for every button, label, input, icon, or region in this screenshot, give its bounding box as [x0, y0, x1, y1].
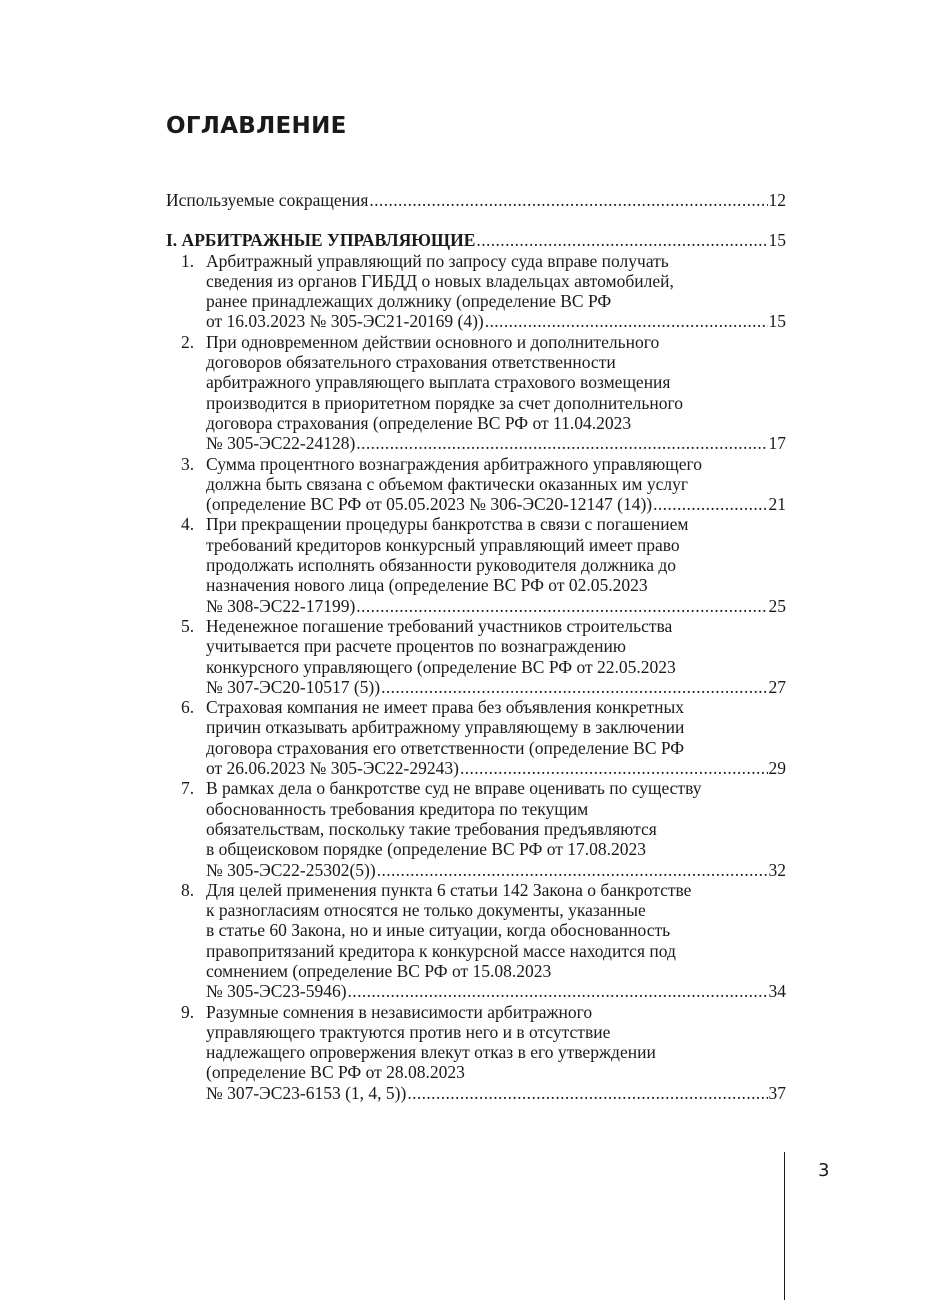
- toc-entry-number: 5.: [181, 615, 195, 636]
- toc-entry-text-line: требований кредиторов конкурсный управляющий имеет право: [206, 534, 680, 555]
- toc-entry-text-line: сомнением (определение ВС РФ от 15.08.2023: [206, 960, 552, 981]
- toc-entry-page: 32: [768, 859, 786, 880]
- dot-leader: [381, 677, 767, 697]
- toc-entry-number: 3.: [181, 453, 195, 474]
- toc-entry-page: 25: [768, 595, 786, 616]
- toc-entry-text-line: Сумма процентного вознаграждения арбитражного управляющего: [206, 453, 702, 474]
- toc-section-heading[interactable]: [166, 230, 786, 250]
- toc-entry-text-line: сведения из органов ГИБДД о новых владельцах автомобилей,: [206, 270, 674, 291]
- page-number: 3: [818, 1160, 830, 1181]
- toc-entry[interactable]: [166, 778, 786, 879]
- toc-entry-last-line: [206, 677, 786, 697]
- toc-entry-text-line: надлежащего опровержения влекут отказ в его утверждении: [206, 1042, 656, 1063]
- toc-entry[interactable]: [166, 880, 786, 1002]
- toc-entry-text-line: продолжать исполнять обязанности руководителя должника до: [206, 555, 676, 576]
- toc-entry[interactable]: [166, 514, 786, 615]
- toc-entry-text-line: ранее принадлежащих должнику (определение ВС РФ: [206, 291, 612, 312]
- dot-leader: [653, 494, 767, 514]
- toc-entry-citation: № 307-ЭС23-6153 (1, 4, 5)): [206, 1082, 407, 1103]
- toc-entry-last-line: [206, 758, 786, 778]
- toc-entry-page: 15: [768, 311, 786, 332]
- toc-entry-last-line: [206, 860, 786, 880]
- dot-leader: [377, 860, 768, 880]
- dot-leader: [476, 230, 767, 250]
- toc-entry-page: 21: [768, 494, 786, 515]
- toc-entry-last-line: [206, 596, 786, 616]
- toc-entry-text-line: конкурсного управляющего (определение ВС РФ от 22.05.2023: [206, 656, 676, 677]
- toc-entry-text-line: Для целей применения пункта 6 статьи 142 Закона о банкротстве: [206, 879, 692, 900]
- toc-entry-last-line: [206, 311, 786, 331]
- toc-row-label: Используемые сокращения: [166, 190, 369, 210]
- toc-entry-text-line: Разумные сомнения в независимости арбитражного: [206, 1001, 593, 1022]
- toc-entry-text-line: в статье 60 Закона, но и иные ситуации, когда обоснованность: [206, 920, 671, 941]
- toc-entry-text-line: управляющего трактуются против него и в отсутствие: [206, 1021, 611, 1042]
- toc-entry-text-line: При прекращении процедуры банкротства в связи с погашением: [206, 514, 689, 535]
- toc-entry-citation: № 305-ЭС22-24128): [206, 433, 356, 454]
- toc-entry-text-line: При одновременном действии основного и дополнительного: [206, 331, 660, 352]
- toc-entry-text-line: учитывается при расчете процентов по вознаграждению: [206, 636, 626, 657]
- toc-entry-number: 7.: [181, 778, 195, 799]
- toc-entry[interactable]: [166, 332, 786, 454]
- toc-entry-last-line: [206, 1083, 786, 1103]
- toc-entry-last-line: [206, 981, 786, 1001]
- dot-leader: [460, 758, 768, 778]
- toc-entry-page: 17: [768, 433, 786, 454]
- dot-leader: [356, 596, 767, 616]
- toc-entry-text-line: в общеисковом порядке (определение ВС РФ от 17.08.2023: [206, 839, 646, 860]
- dot-leader: [356, 433, 767, 453]
- toc-entry-page: 27: [768, 676, 786, 697]
- toc-entry-text-line: Арбитражный управляющий по запросу суда вправе получать: [206, 250, 669, 271]
- toc-entry-number: 1.: [181, 250, 195, 271]
- toc-entry[interactable]: [166, 251, 786, 332]
- toc-entry-citation: № 308-ЭС22-17199): [206, 595, 356, 616]
- toc-entry-text-line: назначения нового лица (определение ВС РФ от 02.05.2023: [206, 575, 648, 596]
- toc-entry-text-line: договоров обязательного страхования ответственности: [206, 352, 616, 373]
- dot-leader: [485, 311, 768, 331]
- page-title: ОГЛАВЛЕНИЕ: [166, 113, 347, 139]
- toc-entry-text-line: обоснованность требования кредитора по текущим: [206, 798, 589, 819]
- toc-row-abbreviations[interactable]: [166, 190, 786, 210]
- toc-entry[interactable]: [166, 697, 786, 778]
- toc-entry-last-line: [206, 494, 786, 514]
- toc-entry-number: 4.: [181, 514, 195, 535]
- toc-entry-page: 34: [768, 981, 786, 1002]
- section-page: 15: [768, 230, 786, 251]
- toc-entry-citation: № 305-ЭС23-5946): [206, 981, 347, 1002]
- table-of-contents: [166, 190, 786, 1103]
- toc-entry[interactable]: [166, 616, 786, 697]
- toc-entry-citation: от 16.03.2023 № 305-ЭС21-20169 (4)): [206, 311, 484, 332]
- toc-entry-text-line: Неденежное погашение требований участников строительства: [206, 615, 673, 636]
- dot-leader: [348, 981, 768, 1001]
- toc-entry[interactable]: [166, 1002, 786, 1103]
- toc-entry-text-line: правопритязаний кредитора к конкурсной массе находится под: [206, 940, 676, 961]
- toc-entry-citation: от 26.06.2023 № 305-ЭС22-29243): [206, 758, 459, 779]
- toc-entry-text-line: В рамках дела о банкротстве суд не вправе оценивать по существу: [206, 778, 702, 799]
- toc-entry-text-line: причин отказывать арбитражному управляющему в заключении: [206, 717, 685, 738]
- toc-entry-text-line: договора страхования (определение ВС РФ от 11.04.2023: [206, 412, 632, 433]
- toc-row-page: 12: [768, 190, 786, 210]
- toc-entry-number: 9.: [181, 1001, 195, 1022]
- toc-entry-number: 8.: [181, 879, 195, 900]
- section-label: I. АРБИТРАЖНЫЕ УПРАВЛЯЮЩИЕ: [166, 230, 476, 251]
- toc-entry-page: 29: [768, 758, 786, 779]
- toc-entry-text-line: договора страхования его ответственности (определение ВС РФ: [206, 737, 685, 758]
- page-margin-rule: [784, 1152, 785, 1300]
- toc-entry-number: 2.: [181, 331, 195, 352]
- toc-entry-page: 37: [768, 1082, 786, 1103]
- toc-entry-text-line: должна быть связана с объемом фактически оказанных им услуг: [206, 473, 689, 494]
- toc-entry-citation: № 307-ЭС20-10517 (5)): [206, 676, 381, 697]
- toc-entry-text-line: к разногласиям относятся не только документы, указанные: [206, 900, 646, 921]
- toc-entry[interactable]: [166, 454, 786, 515]
- dot-leader: [407, 1083, 767, 1103]
- toc-entry-text-line: обязательствам, поскольку такие требования предъявляются: [206, 818, 657, 839]
- toc-entry-text-line: производится в приоритетном порядке за счет дополнительного: [206, 392, 683, 413]
- toc-entry-text-line: Страховая компания не имеет права без объявления конкретных: [206, 697, 685, 718]
- dot-leader: [369, 190, 767, 210]
- toc-entry-citation: № 305-ЭС22-25302(5)): [206, 859, 376, 880]
- toc-entry-text-line: (определение ВС РФ от 28.08.2023: [206, 1062, 465, 1083]
- toc-entry-last-line: [206, 433, 786, 453]
- toc-entry-number: 6.: [181, 697, 195, 718]
- toc-entry-citation: (определение ВС РФ от 05.05.2023 № 306-ЭС20-12147 (14)): [206, 494, 653, 515]
- toc-entries: [166, 251, 786, 1103]
- toc-entry-text-line: арбитражного управляющего выплата страхового возмещения: [206, 372, 671, 393]
